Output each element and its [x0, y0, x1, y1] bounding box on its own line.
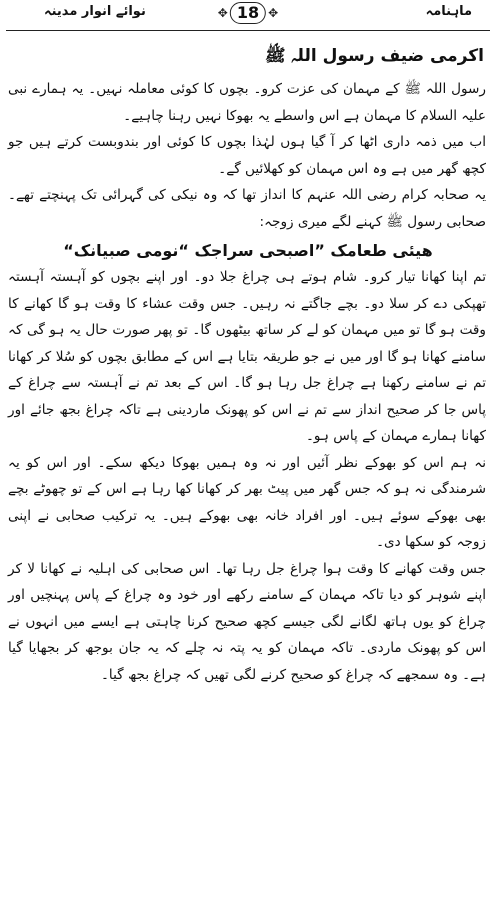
paragraph: نہ ہم اس کو بھوکے نظر آئیں اور نہ وہ ہمیں بھوکا دیکھ سکے۔ اور اس کو یہ شرمندگی نہ ہو کہ جس گھر میں پیٹ بھر کر کھانا کھا رہا ہے اس کے تو چھوٹے بچے بھی بھوکے سوئے ہیں۔ اور افراد خانہ بھی بھوکے ہیں۔ یہ ترکیب صحابی نے اپنی زوجہ کو سکھا دی۔	[8, 454, 486, 550]
magazine-name: نوائے انوار مدینہ	[44, 4, 146, 19]
paragraph: تم اپنا کھانا تیار کرو۔ شام ہوتے ہی چراغ جلا دو۔ اور اپنے بچوں کو آہستہ آہستہ تھپکی دے کر سلا دو۔ بچے جاگتے نہ رہیں۔ جس وقت عشاء کا وقت ہو گا کھانے کا وقت ہو گا تو میں مہمان کو لے کر ساتھ بیٹھوں گا۔ تو پھر صورت حال یہ ہو گی کہ سامنے کھانا ہو گا اور میں نے جو طریقہ بتایا ہے اس کے مطابق بچوں کو سُلا کر کھانا تم نے سامنے رکھنا ہے چراغ جل رہا ہو گا۔ اس کے بعد تم نے آہستہ سے چراغ کے پاس جا کر صحیح انداز سے تم نے اس کو پھونک ماردینی ہے تاکہ چراغ بجھ جائے اور کھانا ہمارے مہمان کے پاس ہو۔	[8, 269, 486, 444]
page-number: 18	[230, 2, 266, 24]
magazine-type: ماہنامہ	[425, 4, 472, 19]
article-body	[6, 45, 490, 688]
arabic-quote: ھیئی طعامک ”اصبحی سراجک “نومی صبیانک“	[63, 241, 433, 260]
section-title: اکرمی ضیف رسول اللہ ﷺ	[265, 46, 484, 66]
paragraph: اب میں ذمہ داری اٹھا کر آ گیا ہوں لہٰذا بچوں کا کوئی اور بندوبست کرتے ہیں جو کچھ گھر میں ہے وہ اس مہمان کو کھلائیں گے۔	[8, 134, 486, 177]
page-header	[6, 0, 490, 31]
page-number-badge	[218, 2, 278, 24]
paragraph: رسول اللہ ﷺ کے مہمان کی عزت کرو۔ بچوں کا کوئی معاملہ نہیں۔ یہ ہمارے نبی علیہ السلام کا مہمان ہے اس واسطے یہ بھوکا نہیں رہنا چاہیے۔	[8, 81, 486, 124]
paragraph: یہ صحابہ کرام رضی اللہ عنہم کا انداز تھا کہ وہ نیکی کی گہرائی تک پہنچتے تھے۔ صحابی رسول ﷺ کہنے لگے میری زوجہ:	[8, 187, 486, 230]
ornament-left-icon: ✥	[217, 6, 228, 20]
paragraph: جس وقت کھانے کا وقت ہوا چراغ جل رہا تھا۔ اس صحابی کی اہلیہ نے کھانا لا کر اپنے شوہر کو دیا تاکہ مہمان کے سامنے رکھے اور خود وہ چراغ کے پاس پہنچیں اور چراغ کو یوں ہاتھ لگانے لگی جیسے کچھ صحیح کرنا چاہتی ہے ایسے میں انہوں نے اس کو پھونک ماردی۔ تاکہ مہمان کو یہ پتہ نہ چلے کہ یہ جان بوجھ کر بجھایا گیا ہے۔ وہ سمجھے کہ چراغ کو صحیح کرنے لگی تھیں کہ چراغ بجھ گیا۔	[8, 560, 486, 683]
ornament-right-icon: ✥	[268, 6, 279, 20]
